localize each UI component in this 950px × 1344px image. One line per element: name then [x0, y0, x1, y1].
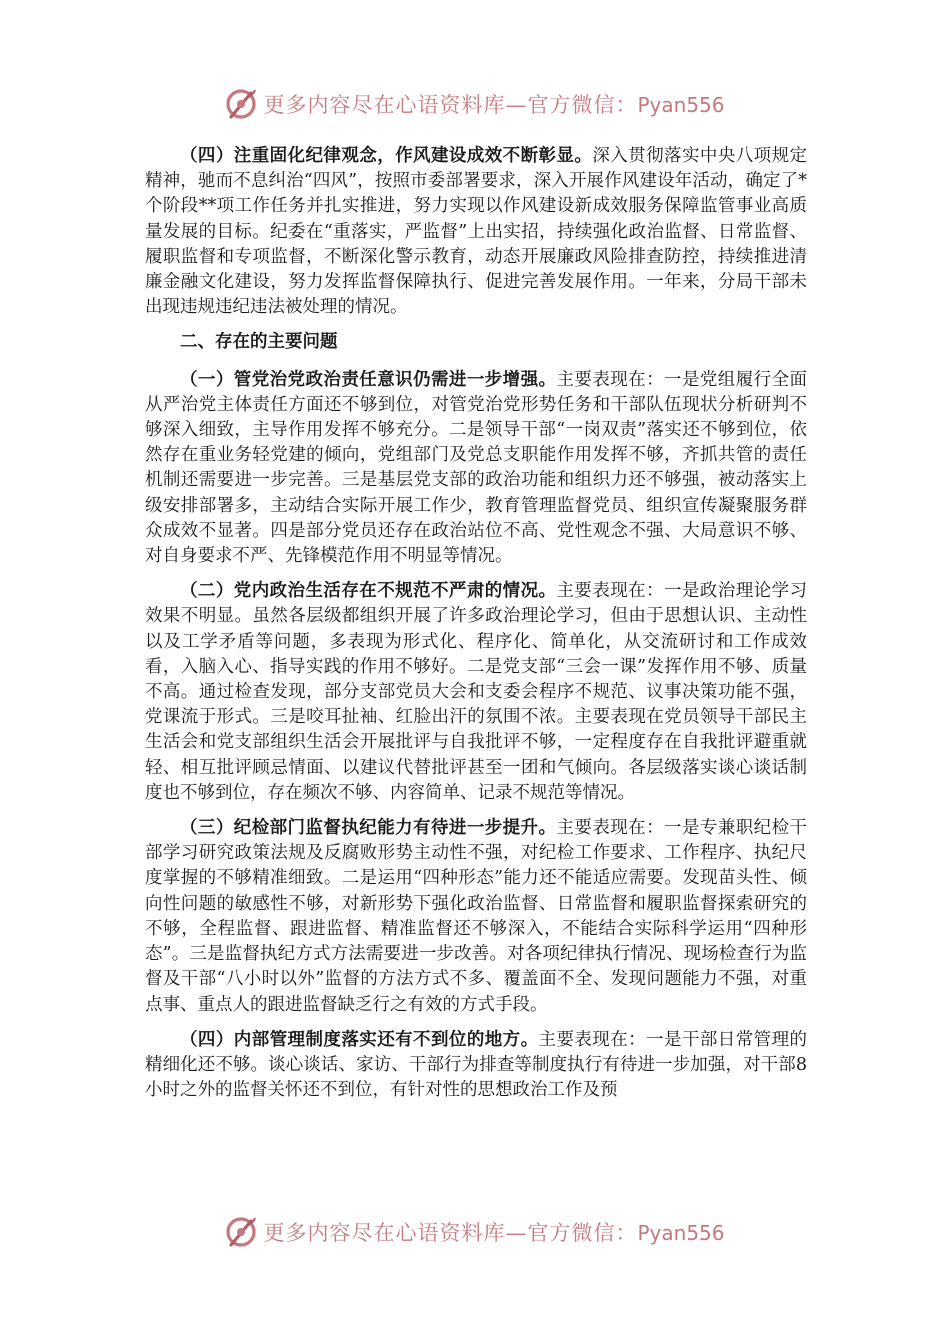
issue-paragraph	[145, 816, 807, 1018]
issue-body: 主要表现在：一是政治理论学习效果不明显。虽然各层级都组织开展了许多政治理论学习，但由于思想认识、主动性以及工学矛盾等问题，多表现为形式化、程序化、简单化，从交流研讨和工作成效看，入脑入心、指导实践的作用不够好。二是党支部“三会一课”发挥作用不够、质量不高。通过检查发现，部分支部党员大会和支委会程序不规范、议事决策功能不强，党课流于形式。三是咬耳扯袖、红脸出汗的氛围不浓。主要表现在党员领导干部民主生活会和党支部组织生活会开展批评与自我批评不够，一定程度存在自我批评避重就轻、相互批评顾忌情面、以建议代替批评甚至一团和气倾向。各层级落实谈心谈话制度也不够到位，存在频次不够、内容简单、记录不规范等情况。	[145, 581, 808, 803]
issue-lead: （二）党内政治生活存在不规范不严肃的情况。	[180, 581, 557, 602]
issue-lead: （三）纪检部门监督执纪能力有待进一步提升。	[180, 818, 557, 839]
paragraph	[145, 144, 807, 320]
issue-paragraph	[145, 579, 807, 806]
section-heading: 二、存在的主要问题	[180, 332, 338, 353]
issue-paragraph	[145, 368, 807, 570]
paragraph-body: 深入贯彻落实中央八项规定精神，驰而不息纠治“四风”，按照市委部署要求，深入开展作风建设年活动，确定了*个阶段**项工作任务并扎实推进，努力实现以作风建设新成效服务保障监管事业高质量发展的目标。纪委在“重落实，严监督”上出实招，持续强化政治监督、日常监督、履职监督和专项监督，不断深化警示教育，动态开展廉政风险排查防控，持续推进清廉金融文化建设，努力发挥监督保障执行、促进完善发展作用。一年来，分局干部未出现违规违纪违法被处理的情况。	[145, 146, 808, 318]
document-body	[145, 144, 807, 1113]
issue-body: 主要表现在：一是党组履行全面从严治党主体责任方面还不够到位，对管党治党形势任务和干部队伍现状分析研判不够深入细致，主导作用发挥不够充分。二是领导干部“一岗双责”落实还不够到位，依然存在重业务轻党建的倾向，党组部门及党总支职能作用发挥不够，齐抓共管的责任机制还需要进一步完善。三是基层党支部的政治功能和组织力还不够强，被动落实上级安排部署多，主动结合实际开展工作少，教育管理监督党员、组织宣传凝聚服务群众成效不显著。四是部分党员还存在政治站位不高、党性观念不强、大局意识不够、对自身要求不严、先锋模范作用不明显等情况。	[145, 369, 808, 567]
issue-lead: （一）管党治党政治责任意识仍需进一步增强。	[180, 369, 557, 390]
issue-body: 主要表现在：一是干部日常管理的精细化还不够。谈心谈话、家访、干部行为排查等制度执行有待进一步加强，对干部8小时之外的监督关怀还不到位，有针对性的思想政治工作及预	[145, 1029, 808, 1101]
brush-logo-icon	[225, 87, 259, 121]
issue-paragraph	[145, 1028, 807, 1104]
banner-text: 更多内容尽在心语资料库—官方微信：Pyan556	[263, 1221, 725, 1245]
issue-lead: （四）内部管理制度落实还有不到位的地方。	[180, 1029, 539, 1050]
brush-logo-icon	[225, 1215, 259, 1249]
paragraph-lead: （四）注重固化纪律观念，作风建设成效不断彰显。	[180, 146, 593, 166]
issue-body: 主要表现在：一是专兼职纪检干部学习研究政策法规及反腐败形势主动性不强，对纪检工作要求、工作程序、执纪尺度掌握的不够精准细致。二是运用“四种形态”能力还不能适应需要。发现苗头性、倾向性问题的敏感性不够，对新形势下强化政治监督、日常监督和履职监督探索研究的不够，全程监督、跟进监督、精准监督还不够深入，不能结合实际科学运用“四种形态”。三是监督执纪方式方法需要进一步改善。对各项纪律执行情况、现场检查行为监督及干部“八小时以外”监督的方法方式不多、覆盖面不全、发现问题能力不强，对重点事、重点人的跟进监督缺乏行之有效的方式手段。	[145, 818, 808, 1015]
banner-text: 更多内容尽在心语资料库—官方微信：Pyan556	[263, 93, 725, 117]
footer-banner	[0, 1212, 950, 1252]
header-banner	[0, 84, 950, 124]
